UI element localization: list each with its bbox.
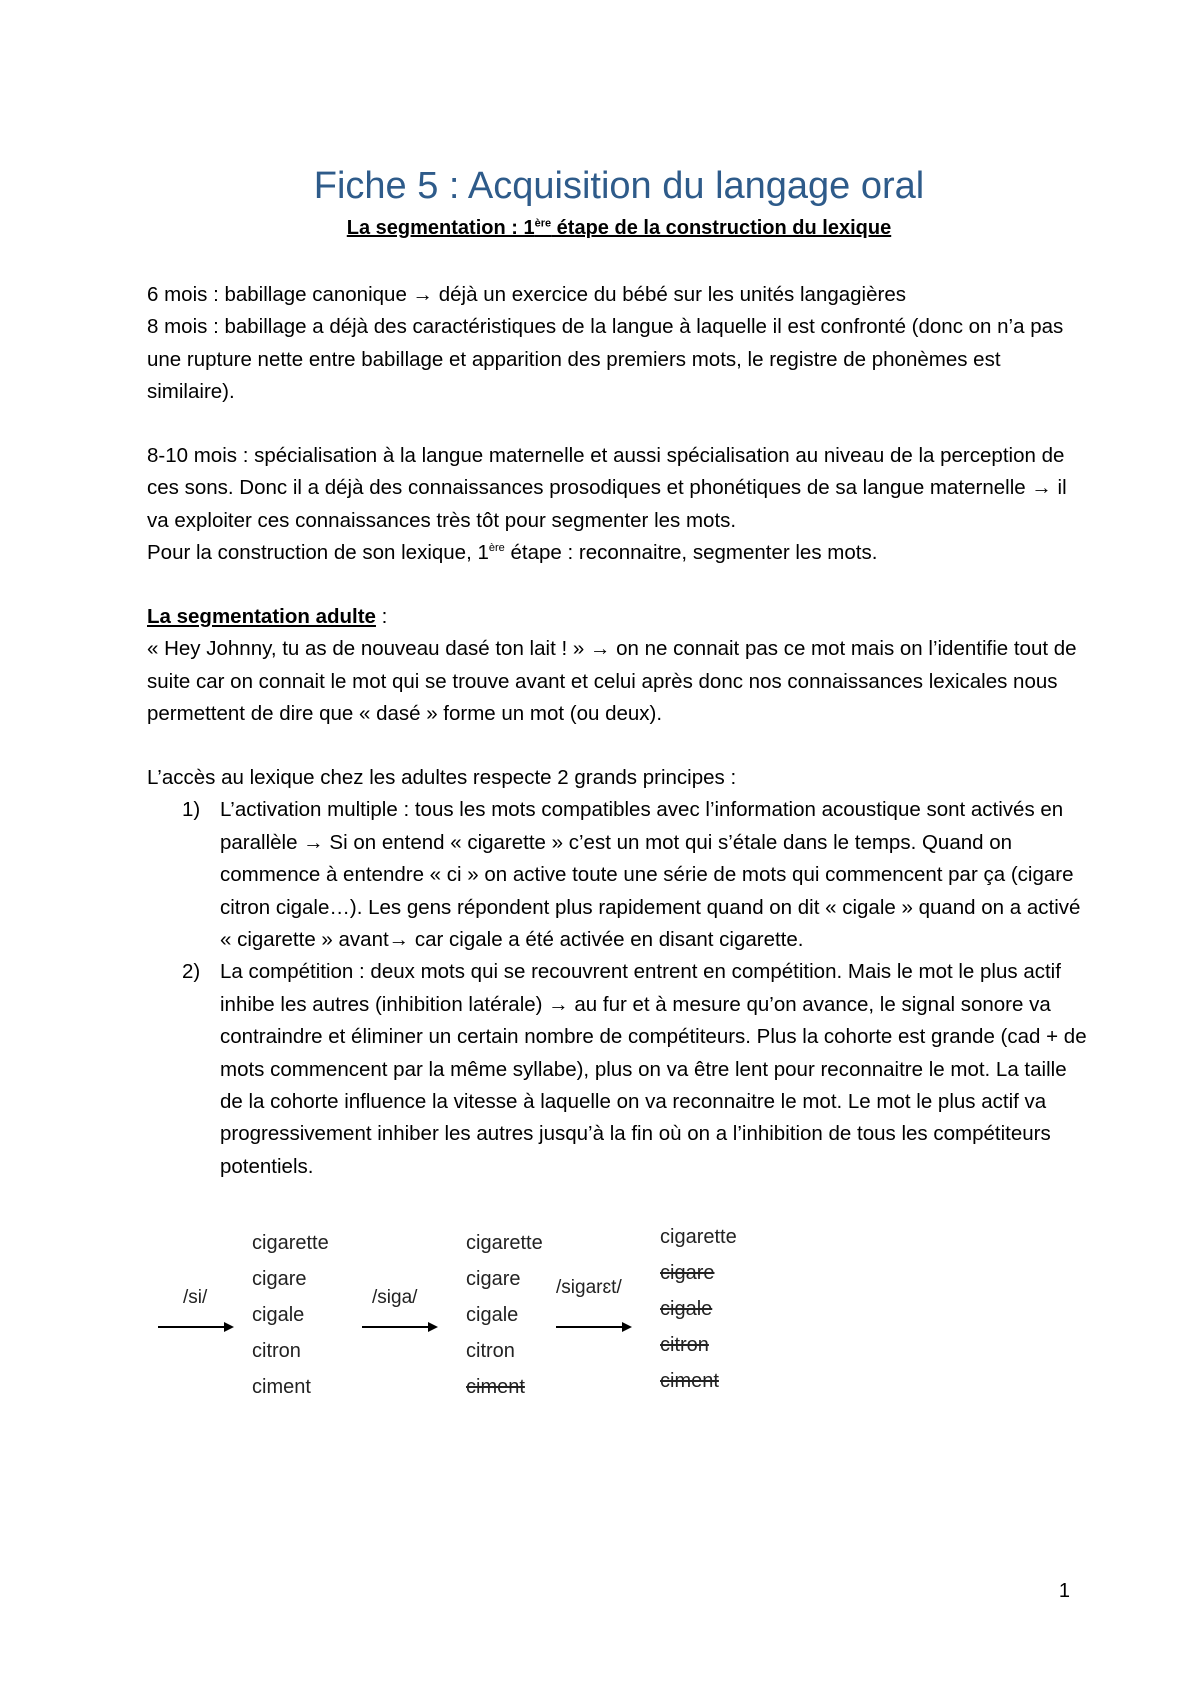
- para1-line1-tail: déjà un exercice du bébé sur les unités langagières: [433, 283, 906, 306]
- phoneme-label: /sigarɛt/: [556, 1277, 622, 1298]
- subtitle-post: étape de la construction du lexique: [551, 217, 892, 239]
- para3-a: « Hey Johnny, tu as de nouveau dasé ton lait ! »: [147, 637, 585, 661]
- word-struck: cigare: [660, 1262, 715, 1284]
- subtitle-sup: ère: [534, 217, 552, 230]
- para2-d: étape : reconnaitre, segmenter les mots.: [504, 541, 878, 565]
- section-heading-tail: :: [375, 605, 388, 628]
- paragraph-babillage: [147, 279, 1087, 409]
- item1-c: car cigale a été activée en disant cigarette.: [409, 928, 804, 952]
- principles-list: [147, 794, 1087, 1183]
- arrow-icon: →: [1031, 476, 1052, 500]
- cohort-column-1: [252, 1225, 329, 1405]
- arrow-right-icon: [362, 1320, 438, 1334]
- word: cigale: [252, 1304, 305, 1326]
- para4-intro: L’accès au lexique chez les adultes respecte 2 grands principes :: [147, 766, 737, 789]
- phoneme-label: /siga/: [372, 1287, 418, 1308]
- item1-b: Si on entend « cigarette » c’est un mot qui s’étale dans le temps. Quand on commence à entendre « ci » on active toute une série de mots qui commencent par ça (cigare citron cigale…). Les gens répondent plus rapidement quand on dit « cigale » quand on a activé « cigarette » avant: [220, 830, 1081, 952]
- section-heading: La segmentation adulte: [147, 605, 376, 628]
- item2-b: au fur et à mesure qu’on avance, le signal sonore va contraindre et éliminer un certain nombre de compétiteurs. Plus la cohorte est grande (cad + de mots commencent par la même syllabe), plus on va être lent pour reconnaitre le mot. La taille de la cohorte influence la vitesse à laquelle on va reconnaitre le mot. Le mot le plus actif va progressivement inhiber les autres jusqu’à la fin où on a l’inhibition de tous les compétiteurs potentiels.: [220, 992, 1087, 1178]
- para2-sup: ère: [488, 542, 505, 555]
- arrow-icon: →: [589, 637, 611, 661]
- item1-a: L’activation multiple : tous les mots compatibles avec l’information acoustique sont activés en parallèle: [220, 798, 1064, 854]
- word: citron: [466, 1340, 515, 1362]
- cohort-column-2: [466, 1225, 543, 1405]
- word: cigare: [466, 1268, 521, 1290]
- list-number: 2): [182, 960, 201, 984]
- word: ciment: [252, 1376, 311, 1398]
- arrow-right-icon: [158, 1320, 234, 1334]
- word: cigarette: [660, 1226, 737, 1248]
- page-title: Fiche 5 : Acquisition du langage oral: [313, 165, 925, 208]
- word: cigarette: [466, 1232, 543, 1254]
- list-item: [147, 956, 1087, 1183]
- para1-line1: 6 mois : babillage canonique: [147, 283, 407, 306]
- word-struck: cigale: [660, 1298, 713, 1320]
- para3-b: on ne connait pas ce mot mais on l’identifie tout de suite car on connait le mot qui se trouve avant et celui après donc nos connaissances lexicales nous permettent de dire que « dasé » forme un mot (ou deux).: [147, 637, 1077, 726]
- word-struck: ciment: [660, 1370, 719, 1392]
- arrow-icon: →: [388, 928, 410, 952]
- word-struck: citron: [660, 1334, 709, 1356]
- arrow-icon: →: [412, 283, 434, 306]
- cohort-column-3: [660, 1219, 737, 1399]
- subtitle-pre: La segmentation : 1: [346, 217, 535, 239]
- word-struck: ciment: [466, 1376, 525, 1398]
- word: cigare: [252, 1268, 307, 1290]
- word: citron: [252, 1340, 301, 1362]
- list-item: [147, 794, 1087, 956]
- paragraph-segmentation-adulte: [147, 601, 1087, 731]
- para2-a: 8-10 mois : spécialisation à la langue maternelle et aussi spécialisation au niveau de la perception de ces sons. Donc il a déjà des connaissances prosodiques et phonétiques de sa langue maternelle: [147, 444, 1065, 500]
- cohort-diagram: [0, 1225, 1200, 1398]
- para2-b: il va exploiter ces connaissances très tôt pour segmenter les mots.: [147, 476, 1067, 532]
- list-number: 1): [182, 798, 201, 822]
- item2-a: La compétition : deux mots qui se recouvrent entrent en compétition. Mais le mot le plus actif inhibe les autres (inhibition latérale): [220, 960, 1061, 1016]
- para2-c: Pour la construction de son lexique, 1: [147, 541, 489, 565]
- para1-line2: 8 mois : babillage a déjà des caractéristiques de la langue à laquelle il est confronté (donc on n’a pas une rupture nette entre babillage et apparition des premiers mots, le registre de phonèmes est similaire).: [147, 315, 1064, 404]
- arrow-right-icon: [556, 1320, 632, 1334]
- paragraph-specialisation: [147, 440, 1087, 570]
- paragraph-acces-lexique: [147, 762, 1087, 1183]
- section-subtitle: [0, 217, 1200, 240]
- arrow-icon: →: [548, 992, 569, 1016]
- page-number: 1: [1058, 1580, 1070, 1602]
- arrow-icon: →: [303, 830, 324, 854]
- word: cigale: [466, 1304, 519, 1326]
- phoneme-label: /si/: [183, 1287, 208, 1308]
- word: cigarette: [252, 1232, 329, 1254]
